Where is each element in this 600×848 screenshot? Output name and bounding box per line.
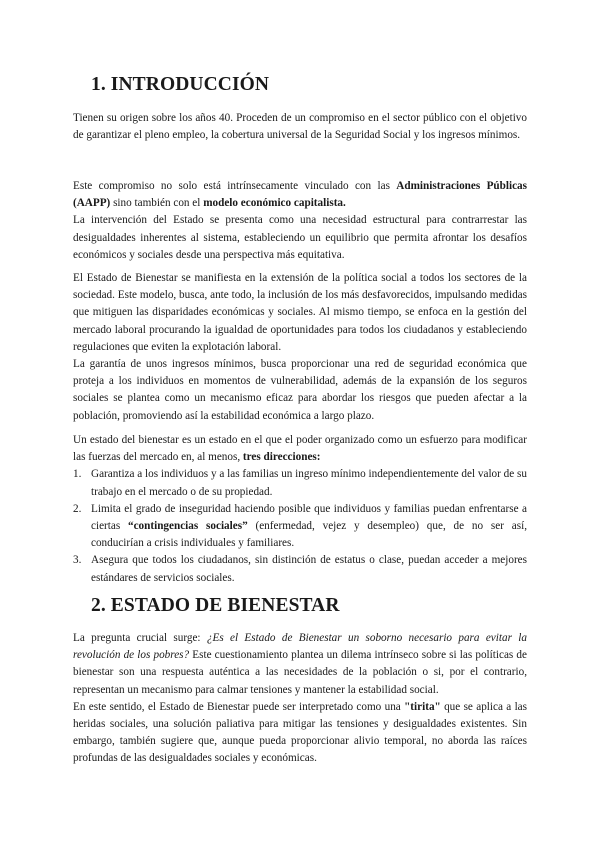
bold-term-contingencias: “contingencias sociales”: [128, 520, 248, 533]
list-item: [73, 501, 527, 553]
paragraph-compromiso: [73, 178, 527, 264]
list-item: [73, 552, 527, 586]
text-run: (enfermedad, vejez y desempleo) que, de no ser así, conducirían a crisis individuales y familiares.: [91, 520, 527, 550]
text-run: Asegura que todos los ciudadanos, sin distinción de estatus o clase, puedan acceder a mejores estándares de servicios sociales.: [91, 554, 527, 584]
paragraph-text: Tienen su origen sobre los años 40. Proceden de un compromiso en el sector público con el objetivo de garantizar el pleno empleo, la cobertura universal de la Seguridad Social y los ingresos mínimos.: [73, 112, 527, 142]
text-run: Garantiza a los individuos y a las familias un ingreso mínimo independientemente del valor de su trabajo en el mercado o de su propiedad.: [91, 468, 527, 498]
bold-term-tirita: "tirita": [404, 700, 441, 713]
paragraph-text: El Estado de Bienestar se manifiesta en la extensión de la política social a todos los sectores de la sociedad. Este modelo, busca, ante todo, la inclusión de los más desfavorecidos, impulsando medidas que mitiguen las disparidades económicas y sociales. Al mismo tiempo, se enfoca en la gestión del mercado laboral procurando la igualdad de oportunidades para todos los ciudadanos y estableciendo regulaciones que eviten la explotación laboral.: [73, 272, 527, 353]
paragraph-text: La intervención del Estado se presenta como una necesidad estructural para contrarrestar las desigualdades inherentes al sistema, estableciendo un equilibrio que permita afrontar los desafíos económicos y sociales desde una perspectiva más equitativa.: [73, 214, 527, 261]
bold-term-aapp: Administraciones Públicas (AAPP): [73, 180, 527, 210]
text-run: Limita el grado de inseguridad haciendo posible que individuos y familias puedan enfrentarse a ciertas: [91, 502, 527, 533]
paragraph-text: [73, 178, 527, 212]
text-run: Este cuestionamiento plantea un dilema intrínseco sobre si las políticas de bienestar son una respuesta auténtica a las necesidades de la población o si, por el contrario, representan un mecanismo para calmar tensiones y mantener la estabilidad social.: [73, 649, 527, 696]
italic-question: ¿Es el Estado de Bienestar un soborno necesario para evitar la revolución de los pobres?: [73, 632, 527, 662]
bold-term-modelo: modelo económico capitalista.: [203, 197, 346, 210]
section-heading-estado-bienestar: 2. ESTADO DE BIENESTAR: [91, 595, 340, 616]
bold-term-direcciones: tres direcciones:: [242, 451, 321, 464]
text-run: Un estado del bienestar es un estado en el que el poder organizado como un esfuerzo para modificar las fuerzas del mercado en, al menos,: [73, 434, 527, 464]
list-item: [73, 466, 527, 500]
paragraph-direcciones: [73, 432, 527, 587]
paragraph-text: [73, 699, 527, 768]
directions-list: [73, 466, 527, 586]
text-run: Este compromiso no solo está intrínsecamente vinculado con las: [73, 180, 397, 192]
paragraph-pregunta: [73, 630, 527, 768]
text-run: que se aplica a las heridas sociales, una solución paliativa para mitigar las tensiones y desigualdades existentes. Sin embargo, también sugiere que, aunque pueda proporcionar alivio temporal, no aborda las raíces profundas de las desigualdades sociales y económicas.: [73, 700, 527, 765]
text-run: sino también con el: [110, 197, 204, 210]
text-run: En este sentido, el Estado de Bienestar puede ser interpretado como una: [73, 700, 405, 713]
text-run: La pregunta crucial surge:: [73, 632, 207, 644]
paragraph-text: La garantía de unos ingresos mínimos, busca proporcionar una red de seguridad económica que proteja a los individuos en momentos de vulnerabilidad, además de la expansión de los seguros sociales se plantea como un mecanismo eficaz para abordar los riesgos que pueden afectar a la población, promoviendo así la estabilidad económica a largo plazo.: [73, 358, 527, 422]
paragraph-origin: [73, 110, 527, 144]
list-number: 1.: [73, 468, 82, 481]
list-number: 2.: [73, 502, 82, 515]
list-number: 3.: [73, 554, 82, 567]
section-heading-introduccion: 1. INTRODUCCIÓN: [91, 74, 270, 95]
paragraph-text: [73, 432, 527, 466]
paragraph-estado-bienestar: [73, 270, 527, 425]
paragraph-text: [73, 630, 527, 699]
